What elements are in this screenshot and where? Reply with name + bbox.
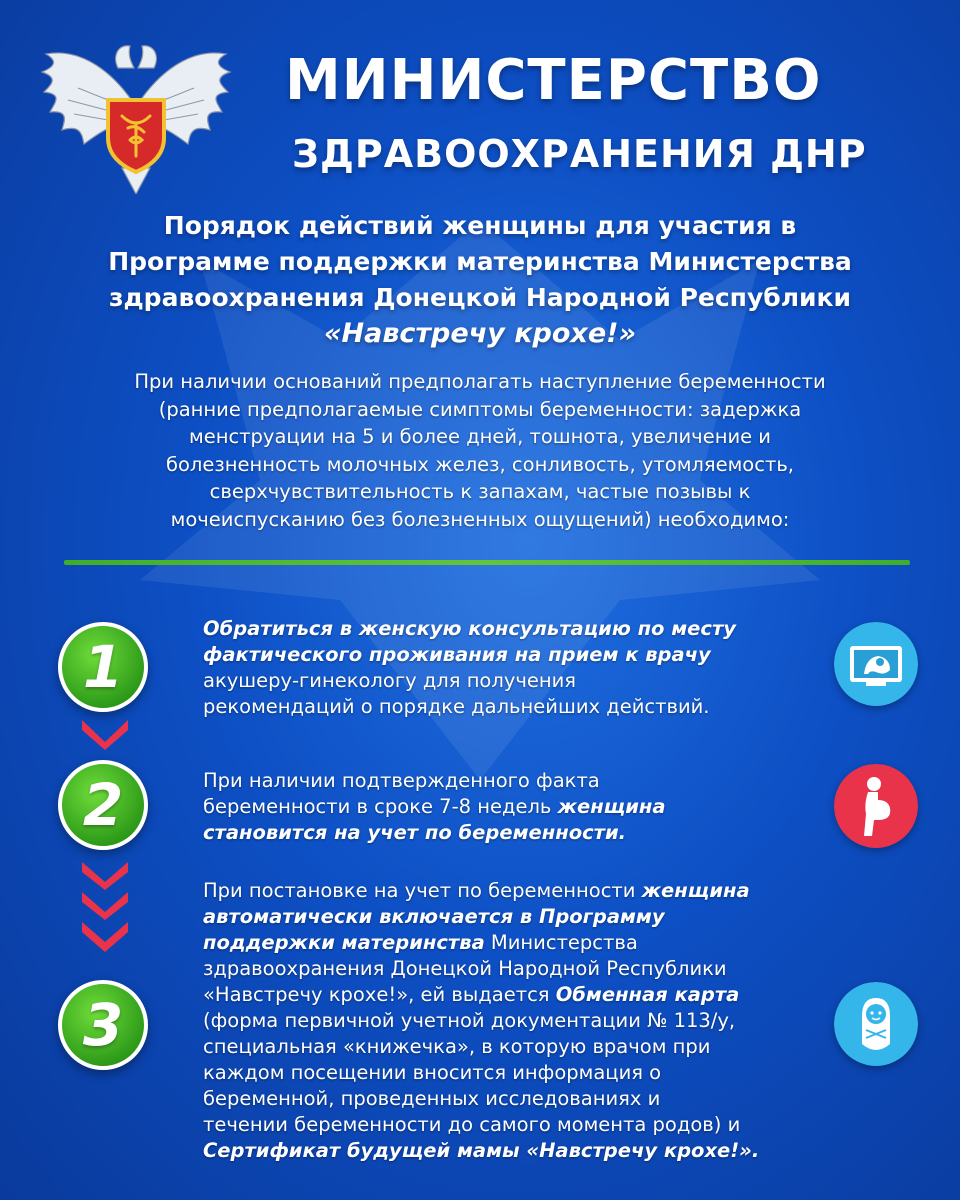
step-3-line: здравоохранения Донецкой Народной Республики: [203, 957, 727, 980]
program-heading-line: здравоохранения Донецкой Народной Республики: [108, 283, 852, 312]
step-1-line: рекомендаций о порядке дальнейших действий.: [203, 695, 710, 718]
step-1-number-badge: 1: [58, 622, 148, 712]
step-2-line: становится на учет по беременности.: [203, 821, 627, 844]
page-subtitle-ministry: ЗДРАВООХРАНЕНИЯ ДНР: [292, 132, 867, 176]
step-3-emphasis: Обменная карта: [555, 983, 740, 1006]
step-2-line: [203, 794, 666, 820]
step-3-line-part: При постановке на учет по беременности: [203, 879, 642, 902]
program-heading-line: Порядок действий женщины для участия в: [163, 211, 797, 240]
intro-line: (ранние предполагаемые симптомы беременности: задержка: [158, 397, 802, 421]
intro-line: болезненность молочных желез, сонливость, утомляемость,: [165, 452, 795, 476]
page-title: МИНИСТЕРСТВО: [285, 48, 822, 113]
intro-line: менструации на 5 и более дней, тошнота, увеличение и: [188, 425, 771, 448]
coat-of-arms-logo: [38, 28, 234, 194]
chevron-down-icon: [80, 860, 130, 956]
step-3-emphasis: поддержки материнства: [203, 931, 485, 954]
step-1-line: Обратиться в женскую консультацию по месту: [203, 617, 736, 640]
step-2-text: [203, 768, 666, 846]
step-3-line: [203, 930, 759, 956]
step-3-line: [203, 878, 759, 904]
step-3-line: [203, 982, 759, 1008]
step-3-line: беременной, проведенных исследованиях и: [203, 1087, 661, 1110]
intro-paragraph: [50, 368, 910, 533]
step-1-line: фактического проживания на прием к врачу: [203, 643, 711, 666]
step-2-emphasis: женщина: [557, 795, 666, 818]
step-3-line: течении беременности до самого момента родов) и: [203, 1113, 741, 1136]
step-3-text: [203, 878, 759, 1164]
swaddled-baby-icon: [834, 982, 918, 1066]
step-1-text: [203, 616, 736, 720]
step-3-line: специальная «книжечка», в которую врачом при: [203, 1035, 711, 1058]
step-2-line: При наличии подтвержденного факта: [203, 769, 600, 792]
step-3-line-part: «Навстречу крохе!», ей выдается: [203, 983, 556, 1006]
step-3-line: Сертификат будущей мамы «Навстречу крохе!».: [203, 1139, 760, 1162]
step-3-line: автоматически включается в Программу: [203, 905, 665, 928]
program-heading: [40, 208, 920, 352]
step-3-emphasis: женщина: [641, 879, 750, 902]
ultrasound-monitor-icon: [834, 622, 918, 706]
step-3-line: каждом посещении вносится информация о: [203, 1061, 662, 1084]
step-3-number-badge: 3: [58, 980, 148, 1070]
section-divider: [64, 560, 910, 565]
step-2-line-part: беременности в сроке 7-8 недель: [203, 795, 558, 818]
step-2-number-badge: 2: [58, 760, 148, 850]
pregnant-woman-icon: [834, 764, 918, 848]
program-name: «Навстречу крохе!»: [323, 318, 637, 349]
intro-line: мочеиспусканию без болезненных ощущений) необходимо:: [170, 507, 790, 531]
intro-line: При наличии оснований предполагать наступление беременности: [134, 370, 826, 393]
step-3-line-part: Министерства: [484, 931, 638, 954]
intro-line: сверхчувствительность к запахам, частые позывы к: [209, 480, 751, 503]
step-3-line: (форма первичной учетной документации № 113/у,: [203, 1009, 736, 1032]
chevron-down-icon: [80, 716, 130, 752]
program-heading-line: Программе поддержки материнства Министерства: [108, 247, 852, 276]
step-1-line: акушеру-гинекологу для получения: [203, 669, 577, 692]
